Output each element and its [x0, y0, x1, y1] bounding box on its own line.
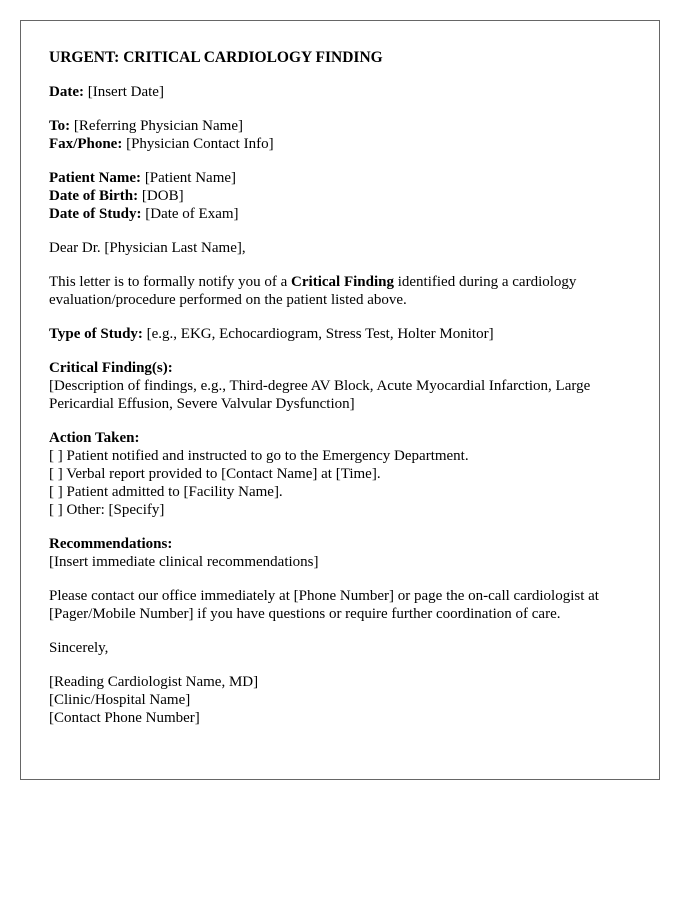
dob-label: Date of Birth:	[49, 188, 139, 204]
fax-phone-line	[49, 135, 631, 153]
to-value: [Referring Physician Name]	[73, 118, 243, 134]
date-block	[49, 83, 631, 101]
dob-line	[49, 187, 631, 205]
fax-phone-value: [Physician Contact Info]	[126, 136, 274, 152]
letter	[20, 20, 660, 780]
closing: Sincerely,	[49, 640, 109, 656]
intro-text-before: This letter is to formally notify you of a	[49, 274, 292, 290]
study-type-block	[49, 325, 631, 343]
action-item: [ ] Verbal report provided to [Contact Name] at [Time].	[49, 466, 381, 482]
patient-name-value: [Patient Name]	[144, 170, 237, 186]
study-date-value: [Date of Exam]	[145, 206, 239, 222]
findings-heading: Critical Finding(s):	[49, 360, 173, 376]
date-value: [Insert Date]	[87, 84, 164, 100]
to-label: To:	[49, 118, 71, 134]
patient-name-label: Patient Name:	[49, 170, 142, 186]
study-date-line	[49, 205, 631, 223]
recommendations-block	[49, 535, 631, 571]
signature-name: [Reading Cardiologist Name, MD]	[49, 674, 259, 690]
action-item: [ ] Patient admitted to [Facility Name].	[49, 484, 283, 500]
patient-block	[49, 169, 631, 223]
actions-block	[49, 429, 631, 519]
intro-paragraph	[49, 273, 631, 309]
dob-value: [DOB]	[141, 188, 184, 204]
intro-critical-finding: Critical Finding	[291, 274, 394, 290]
to-line	[49, 117, 631, 135]
action-item: [ ] Other: [Specify]	[49, 502, 165, 518]
recommendations-heading: Recommendations:	[49, 536, 173, 552]
study-type-label: Type of Study:	[49, 326, 143, 342]
actions-heading: Action Taken:	[49, 430, 140, 446]
salutation: Dear Dr. [Physician Last Name],	[49, 240, 246, 256]
fax-phone-label: Fax/Phone:	[49, 136, 123, 152]
intro-text-after: identified during a cardiology evaluation/procedure performed on the patient listed above.	[49, 274, 577, 308]
study-type-value: [e.g., EKG, Echocardiogram, Stress Test, Holter Monitor]	[146, 326, 494, 342]
date-label: Date:	[49, 84, 84, 100]
letter-title: URGENT: CRITICAL CARDIOLOGY FINDING	[49, 49, 383, 66]
recipient-block	[49, 117, 631, 153]
findings-block	[49, 359, 631, 413]
contact-paragraph: Please contact our office immediately at [Phone Number] or page the on-call cardiologist at [Pager/Mobile Number] if you have questions or require further coordination of care.	[49, 588, 599, 622]
signature-block	[49, 673, 631, 727]
patient-name-line	[49, 169, 631, 187]
study-date-label: Date of Study:	[49, 206, 142, 222]
findings-text: [Description of findings, e.g., Third-degree AV Block, Acute Myocardial Infarction, Large Pericardial Effusion, Severe Valvular Dysfunction]	[49, 378, 591, 412]
signature-clinic: [Clinic/Hospital Name]	[49, 692, 191, 708]
signature-phone: [Contact Phone Number]	[49, 710, 200, 726]
recommendations-text: [Insert immediate clinical recommendations]	[49, 554, 319, 570]
action-item: [ ] Patient notified and instructed to go to the Emergency Department.	[49, 448, 469, 464]
